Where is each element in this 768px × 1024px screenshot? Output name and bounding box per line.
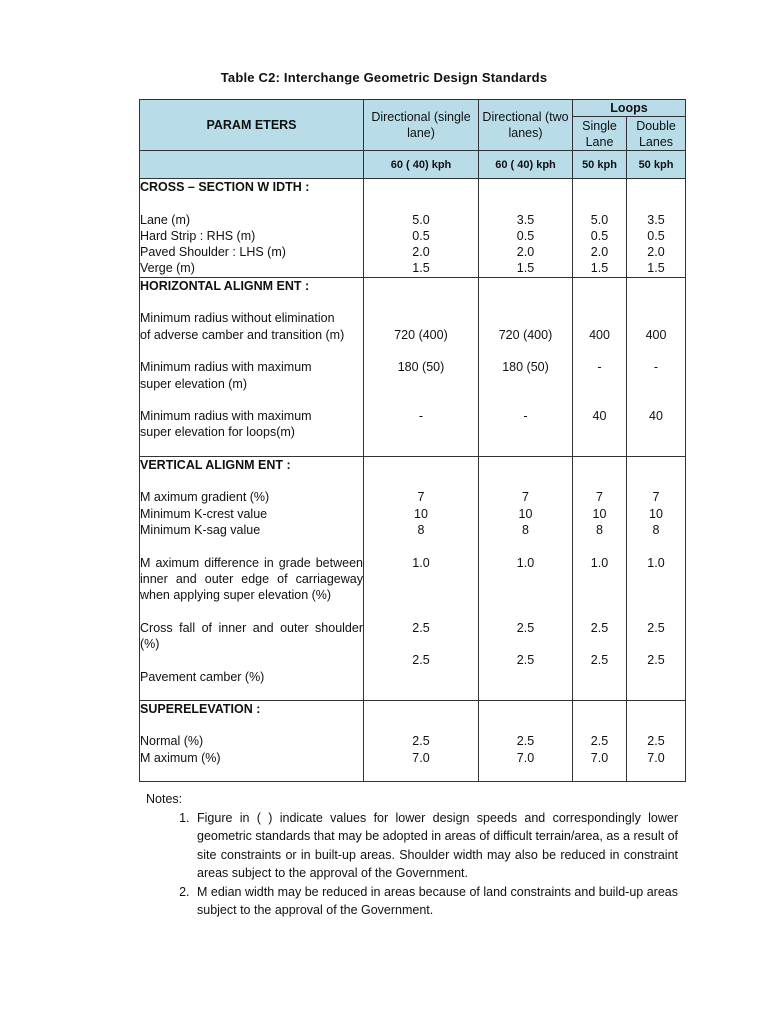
- row-label: Minimum radius with maximum: [140, 409, 312, 424]
- cell-value: -: [597, 360, 602, 375]
- cell-value: 8: [652, 522, 660, 537]
- cell-value: 2.5: [412, 620, 430, 635]
- cell-value: 7.0: [412, 750, 430, 765]
- superelevation-col-2: [479, 700, 573, 781]
- cross-section-col-4: [627, 179, 686, 278]
- cell-value: 2.5: [516, 620, 535, 635]
- cell-value: 2.5: [516, 734, 535, 749]
- superelevation-col-4: [627, 700, 686, 781]
- speed-loop-single: 50 kph: [573, 151, 627, 179]
- header-speed-blank: [140, 151, 364, 179]
- section-heading: SUPERELEVATION :: [140, 701, 261, 716]
- cell-value: 3.5: [516, 212, 535, 227]
- vertical-col-4: [627, 456, 686, 700]
- row-label: M aximum difference in grade between inner and outer edge of carriageway when applying super elevation (%): [140, 555, 363, 603]
- header-loops-single: Single Lane: [573, 117, 627, 151]
- cell-value: 0.5: [516, 228, 535, 243]
- cell-value: 720 (400): [394, 327, 448, 342]
- vertical-col-1: [364, 456, 479, 700]
- notes-list: [146, 809, 678, 920]
- notes: [146, 790, 678, 920]
- header-directional-single: Directional (single lane): [364, 100, 479, 151]
- cell-value: 10: [592, 506, 607, 521]
- header-loops: Loops: [573, 100, 686, 117]
- section-cross-section: [140, 179, 686, 278]
- cell-value: 40: [649, 409, 663, 424]
- cell-value: 40: [592, 409, 607, 424]
- cell-value: 1.5: [412, 261, 430, 276]
- row-label: M aximum gradient (%): [140, 490, 270, 505]
- horizontal-labels: [140, 277, 364, 456]
- section-heading: HORIZONTAL ALIGNM ENT :: [140, 278, 310, 293]
- vertical-labels: [140, 456, 364, 700]
- cell-value: -: [653, 360, 659, 375]
- cell-value: 400: [645, 327, 667, 342]
- cell-value: 8: [417, 522, 425, 537]
- cell-value: 1.0: [590, 555, 609, 570]
- cell-value: 5.0: [412, 212, 430, 227]
- cross-section-col-2: [479, 179, 573, 278]
- cross-section-labels: [140, 179, 364, 278]
- row-label: Normal (%): [140, 734, 204, 749]
- row-label: super elevation (m): [140, 376, 247, 391]
- speed-dir-two: 60 ( 40) kph: [479, 151, 573, 179]
- cell-value: 7: [652, 490, 660, 505]
- cell-value: 5.0: [590, 212, 609, 227]
- row-label: Cross fall of inner and outer shoulder (%): [140, 620, 363, 652]
- horizontal-col-4: [627, 277, 686, 456]
- note-item: 1. Figure in ( ) indicate values for lower design speeds and correspondingly lower geometric standards that may be adopted in areas of difficult terrain/area, as a result of site constraints or in built-up areas. Shoulder width may also be reduced in constraint areas subject to the approval of the Government.: [193, 809, 678, 883]
- section-superelevation: [140, 700, 686, 781]
- row-label: super elevation for loops(m): [140, 425, 295, 440]
- cell-value: 10: [414, 506, 428, 521]
- vertical-col-2: [479, 456, 573, 700]
- speed-dir-single: 60 ( 40) kph: [364, 151, 479, 179]
- cell-value: 2.5: [647, 653, 665, 668]
- cell-value: 8: [522, 522, 529, 537]
- cell-value: 1.0: [516, 555, 535, 570]
- horizontal-col-1: [364, 277, 479, 456]
- row-label: Minimum K-sag value: [140, 522, 261, 537]
- superelevation-col-3: [573, 700, 627, 781]
- cell-value: 7: [417, 490, 425, 505]
- cell-value: 7.0: [590, 750, 609, 765]
- cell-value: 180 (50): [502, 360, 549, 375]
- section-vertical: [140, 456, 686, 700]
- cell-value: 2.0: [590, 245, 609, 260]
- cell-value: 2.5: [590, 734, 609, 749]
- cell-value: 2.0: [412, 245, 430, 260]
- cell-value: 8: [596, 522, 603, 537]
- cell-value: 2.5: [590, 653, 609, 668]
- cell-value: 10: [649, 506, 663, 521]
- cell-value: 2.5: [590, 620, 609, 635]
- cell-value: 3.5: [647, 212, 665, 227]
- horizontal-col-2: [479, 277, 573, 456]
- horizontal-col-3: [573, 277, 627, 456]
- header-directional-two: Directional (two lanes): [479, 100, 573, 151]
- notes-heading: Notes:: [146, 792, 183, 806]
- superelevation-col-1: [364, 700, 479, 781]
- section-heading: CROSS – SECTION W IDTH :: [140, 180, 310, 194]
- cell-value: 7: [522, 490, 529, 505]
- header-parameters: PARAM ETERS: [140, 100, 364, 151]
- note-item: 2. M edian width may be reduced in areas because of land constraints and build-up areas subject to the approval of the Government.: [193, 883, 678, 920]
- table-title: Table C2: Interchange Geometric Design Standards: [220, 70, 548, 85]
- cell-value: 2.5: [647, 734, 665, 749]
- cell-value: 7.0: [516, 750, 535, 765]
- cell-value: 1.0: [647, 555, 665, 570]
- cross-section-col-1: [364, 179, 479, 278]
- superelevation-labels: [140, 700, 364, 781]
- vertical-col-3: [573, 456, 627, 700]
- cell-value: 180 (50): [397, 360, 445, 375]
- cell-value: 2.0: [516, 245, 535, 260]
- cell-value: 0.5: [590, 228, 609, 243]
- cell-value: 400: [589, 327, 610, 342]
- cell-value: 2.0: [647, 245, 665, 260]
- row-label: Minimum K-crest value: [140, 506, 268, 521]
- cell-value: 7: [596, 490, 603, 505]
- row-label: Minimum radius without elimination: [140, 311, 335, 326]
- cell-value: 7.0: [647, 750, 665, 765]
- cell-value: -: [523, 409, 528, 424]
- row-label: of adverse camber and transition (m): [140, 327, 345, 342]
- cell-value: -: [418, 409, 424, 424]
- row-label: Verge (m): [140, 261, 195, 276]
- cell-value: 2.5: [647, 620, 665, 635]
- row-label: Pavement camber (%): [140, 669, 265, 684]
- speed-loop-double: 50 kph: [627, 151, 686, 179]
- cell-value: 2.5: [412, 653, 430, 668]
- cell-value: 1.5: [647, 261, 665, 276]
- header-loops-double: Double Lanes: [627, 117, 686, 151]
- cell-value: 1.5: [590, 261, 609, 276]
- cell-value: 0.5: [647, 228, 665, 243]
- row-label: Minimum radius with maximum: [140, 360, 312, 375]
- cross-section-col-3: [573, 179, 627, 278]
- section-heading: VERTICAL ALIGNM ENT :: [140, 457, 291, 472]
- row-label: Lane (m): [140, 212, 191, 227]
- cell-value: 10: [518, 506, 533, 521]
- section-horizontal: [140, 277, 686, 456]
- cell-value: 1.5: [516, 261, 535, 276]
- cell-value: 2.5: [412, 734, 430, 749]
- row-label: Paved Shoulder : LHS (m): [140, 245, 286, 260]
- row-label: Hard Strip : RHS (m): [140, 228, 256, 243]
- row-label: M aximum (%): [140, 750, 221, 765]
- design-standards-table: [139, 99, 686, 782]
- cell-value: 720 (400): [498, 327, 553, 342]
- cell-value: 0.5: [412, 228, 430, 243]
- cell-value: 2.5: [516, 653, 535, 668]
- cell-value: 1.0: [412, 555, 430, 570]
